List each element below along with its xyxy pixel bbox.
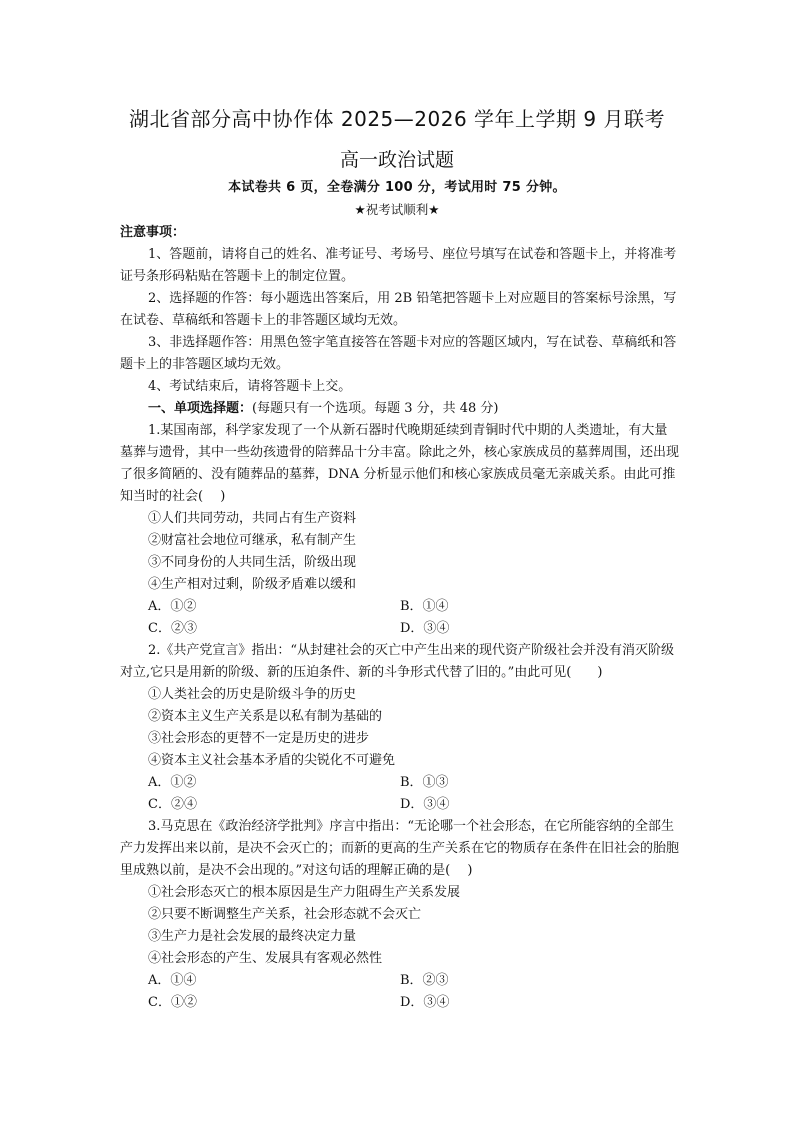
choice-c: C．②④ (148, 797, 197, 812)
choice-c: C．①② (148, 995, 197, 1010)
choice-row (120, 992, 680, 1014)
exam-title: 湖北省部分高中协作体 2025—2026 学年上学期 9 月联考 (129, 107, 665, 131)
choice-row (120, 618, 680, 640)
choice-a: A．①② (148, 599, 197, 614)
choice-b: B．②③ (400, 973, 449, 988)
statement: ④资本主义社会基本矛盾的尖锐化不可避免 (148, 753, 396, 768)
statement: ①人们共同劳动，共同占有生产资料 (148, 511, 357, 526)
choice-row (120, 772, 680, 794)
question-stem: 1.某国南部，科学家发现了一个从新石器时代晚期延续到青铜时代中期的人类遗址，有大量墓葬与遗骨，其中一些幼孩遗骨的陪葬品十分丰富。除此之外，核心家族成员的墓葬周围，还出现了很多简陋的、没有随葬品的墓葬，DNA 分析显示他们和核心家族成员毫无亲戚关系。由此可推知当时的社会( ) (120, 423, 680, 504)
notice-item: 2、选择题的作答：每小题选出答案后，用 2B 铅笔把答题卡上对应题目的答案标号涂黑，写在试卷、草稿纸和答题卡上的非答题区域均无效。 (120, 291, 677, 328)
statement: ①社会形态灭亡的根本原因是生产力阻碍生产关系发展 (148, 885, 461, 900)
statement: ②只要不断调整生产关系，社会形态就不会灭亡 (148, 907, 422, 922)
choice-b: B．①③ (400, 775, 449, 790)
notice-item: 4、考试结束后，请将答题卡上交。 (148, 379, 352, 394)
notice-item: 1、答题前，请将自己的姓名、准考证号、考场号、座位号填写在试卷和答题卡上，并将准考证号条形码粘贴在答题卡上的制定位置。 (120, 247, 677, 284)
statement: ②财富社会地位可继承，私有制产生 (148, 533, 357, 548)
choice-b: B．①④ (400, 599, 449, 614)
statement: ①人类社会的历史是阶级斗争的历史 (148, 687, 357, 702)
choice-a: A．①② (148, 775, 197, 790)
question-stem: 3.马克思在《政治经济学批判》序言中指出：“无论哪一个社会形态，在它所能容纳的全部生产力发挥出来以前，是决不会灭亡的；而新的更高的生产关系在它的物质存在条件在旧社会的胎胞里成熟以前，是决不会出现的。”对这句话的理解正确的是( ) (120, 819, 680, 878)
section-heading (120, 398, 680, 420)
choice-d: D．③④ (400, 797, 450, 812)
statement: ③生产力是社会发展的最终决定力量 (148, 929, 357, 944)
choice-row (120, 970, 680, 992)
exam-body (120, 222, 680, 1014)
choice-a: A．①④ (148, 973, 197, 988)
notice-item: 3、非选择题作答：用黑色签字笔直接答在答题卡对应的答题区域内，写在试卷、草稿纸和答题卡上的非答题区域均无效。 (120, 335, 677, 372)
statement: ④社会形态的产生、发展具有客观必然性 (148, 951, 383, 966)
choice-row (120, 794, 680, 816)
statement: ③社会形态的更替不一定是历史的进步 (148, 731, 370, 746)
exam-wish: ★祝考试顺利★ (354, 202, 440, 217)
choice-c: C．②③ (148, 621, 197, 636)
subject-title: 高一政治试题 (339, 149, 454, 171)
statement: ②资本主义生产关系是以私有制为基础的 (148, 709, 383, 724)
section-label: 一、单项选择题： (148, 401, 253, 416)
section-desc: (每题只有一个选项。每题 3 分，共 48 分) (252, 401, 499, 416)
question-stem: 2.《共产党宣言》指出：“从封建社会的灭亡中产生出来的现代资产阶级社会并没有消灭阶级对立,它只是用新的阶级、新的压迫条件、新的斗争形式代替了旧的。”由此可见( ) (120, 643, 675, 680)
choice-d: D．③④ (400, 995, 450, 1010)
notice-heading: 注意事项： (120, 225, 186, 240)
choice-row (120, 596, 680, 618)
statement: ④生产相对过剩，阶级矛盾难以缓和 (148, 577, 357, 592)
statement: ③不同身份的人共同生活，阶级出现 (148, 555, 357, 570)
exam-info: 本试卷共 6 页，全卷满分 100 分，考试用时 75 分钟。 (228, 180, 566, 195)
choice-d: D．③④ (400, 621, 450, 636)
